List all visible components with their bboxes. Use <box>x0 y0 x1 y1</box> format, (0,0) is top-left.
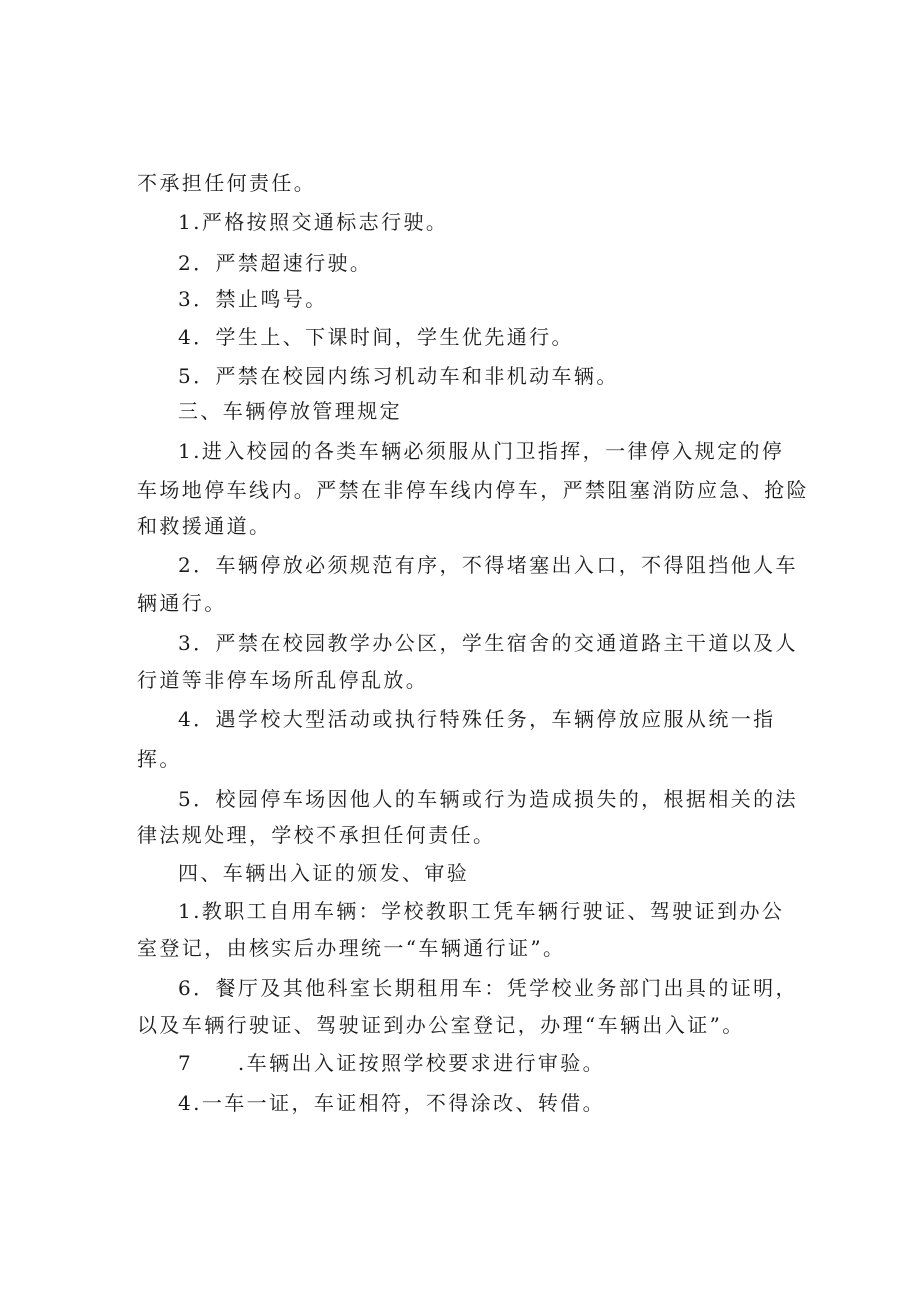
paragraph-line: 和救援通道。 <box>137 514 272 538</box>
paragraph-line: 行道等非停车场所乱停乱放。 <box>137 668 429 692</box>
list-item: 7 .车辆出入证按照学校要求进行审验。 <box>178 1051 606 1075</box>
paragraph-line: 室登记，由核实后办理统一“车辆通行证”。 <box>137 936 566 960</box>
paragraph-line: 辆通行。 <box>137 591 227 615</box>
list-item: 3．严禁在校园教学办公区，学生宿舍的交通道路主干道以及人 <box>178 631 798 655</box>
list-item: 4．遇学校大型活动或执行特殊任务，车辆停放应服从统一指 <box>178 707 776 731</box>
list-item: 5．校园停车场因他人的车辆或行为造成损失的，根据相关的法 <box>178 787 798 811</box>
paragraph-line: 律法规处理，学校不承担任何责任。 <box>137 823 496 847</box>
list-item: 4.一车一证，车证相符，不得涂改、转借。 <box>178 1091 606 1115</box>
list-item: 4．学生上、下课时间，学生优先通行。 <box>178 325 574 349</box>
list-item: 1.进入校园的各类车辆必须服从门卫指挥，一律停入规定的停 <box>178 439 785 463</box>
list-item: 1.教职工自用车辆：学校教职工凭车辆行驶证、驾驶证到办公 <box>178 899 785 923</box>
list-item: 6．餐厅及其他科室长期租用车：凭学校业务部门出具的证明， <box>178 976 798 1000</box>
section-heading: 四、车辆出入证的颁发、审验 <box>178 861 470 885</box>
list-item: 2．严禁超速行驶。 <box>178 251 373 275</box>
list-item: 2．车辆停放必须规范有序，不得堵塞出入口，不得阻挡他人车 <box>178 553 798 577</box>
section-heading: 三、车辆停放管理规定 <box>178 399 402 423</box>
list-item: 3．禁止鸣号。 <box>178 287 328 311</box>
list-item: 5．严禁在校园内练习机动车和非机动车辆。 <box>178 364 619 388</box>
paragraph-line: 车场地停车线内。严禁在非停车线内停车，严禁阻塞消防应急、抢险 <box>137 478 809 502</box>
paragraph-line: 不承担任何责任。 <box>137 171 317 195</box>
paragraph-line: 以及车辆行驶证、驾驶证到办公室登记，办理“车辆出入证”。 <box>137 1013 745 1037</box>
paragraph-line: 挥。 <box>137 747 182 771</box>
list-item: 1.严格按照交通标志行驶。 <box>178 210 449 234</box>
